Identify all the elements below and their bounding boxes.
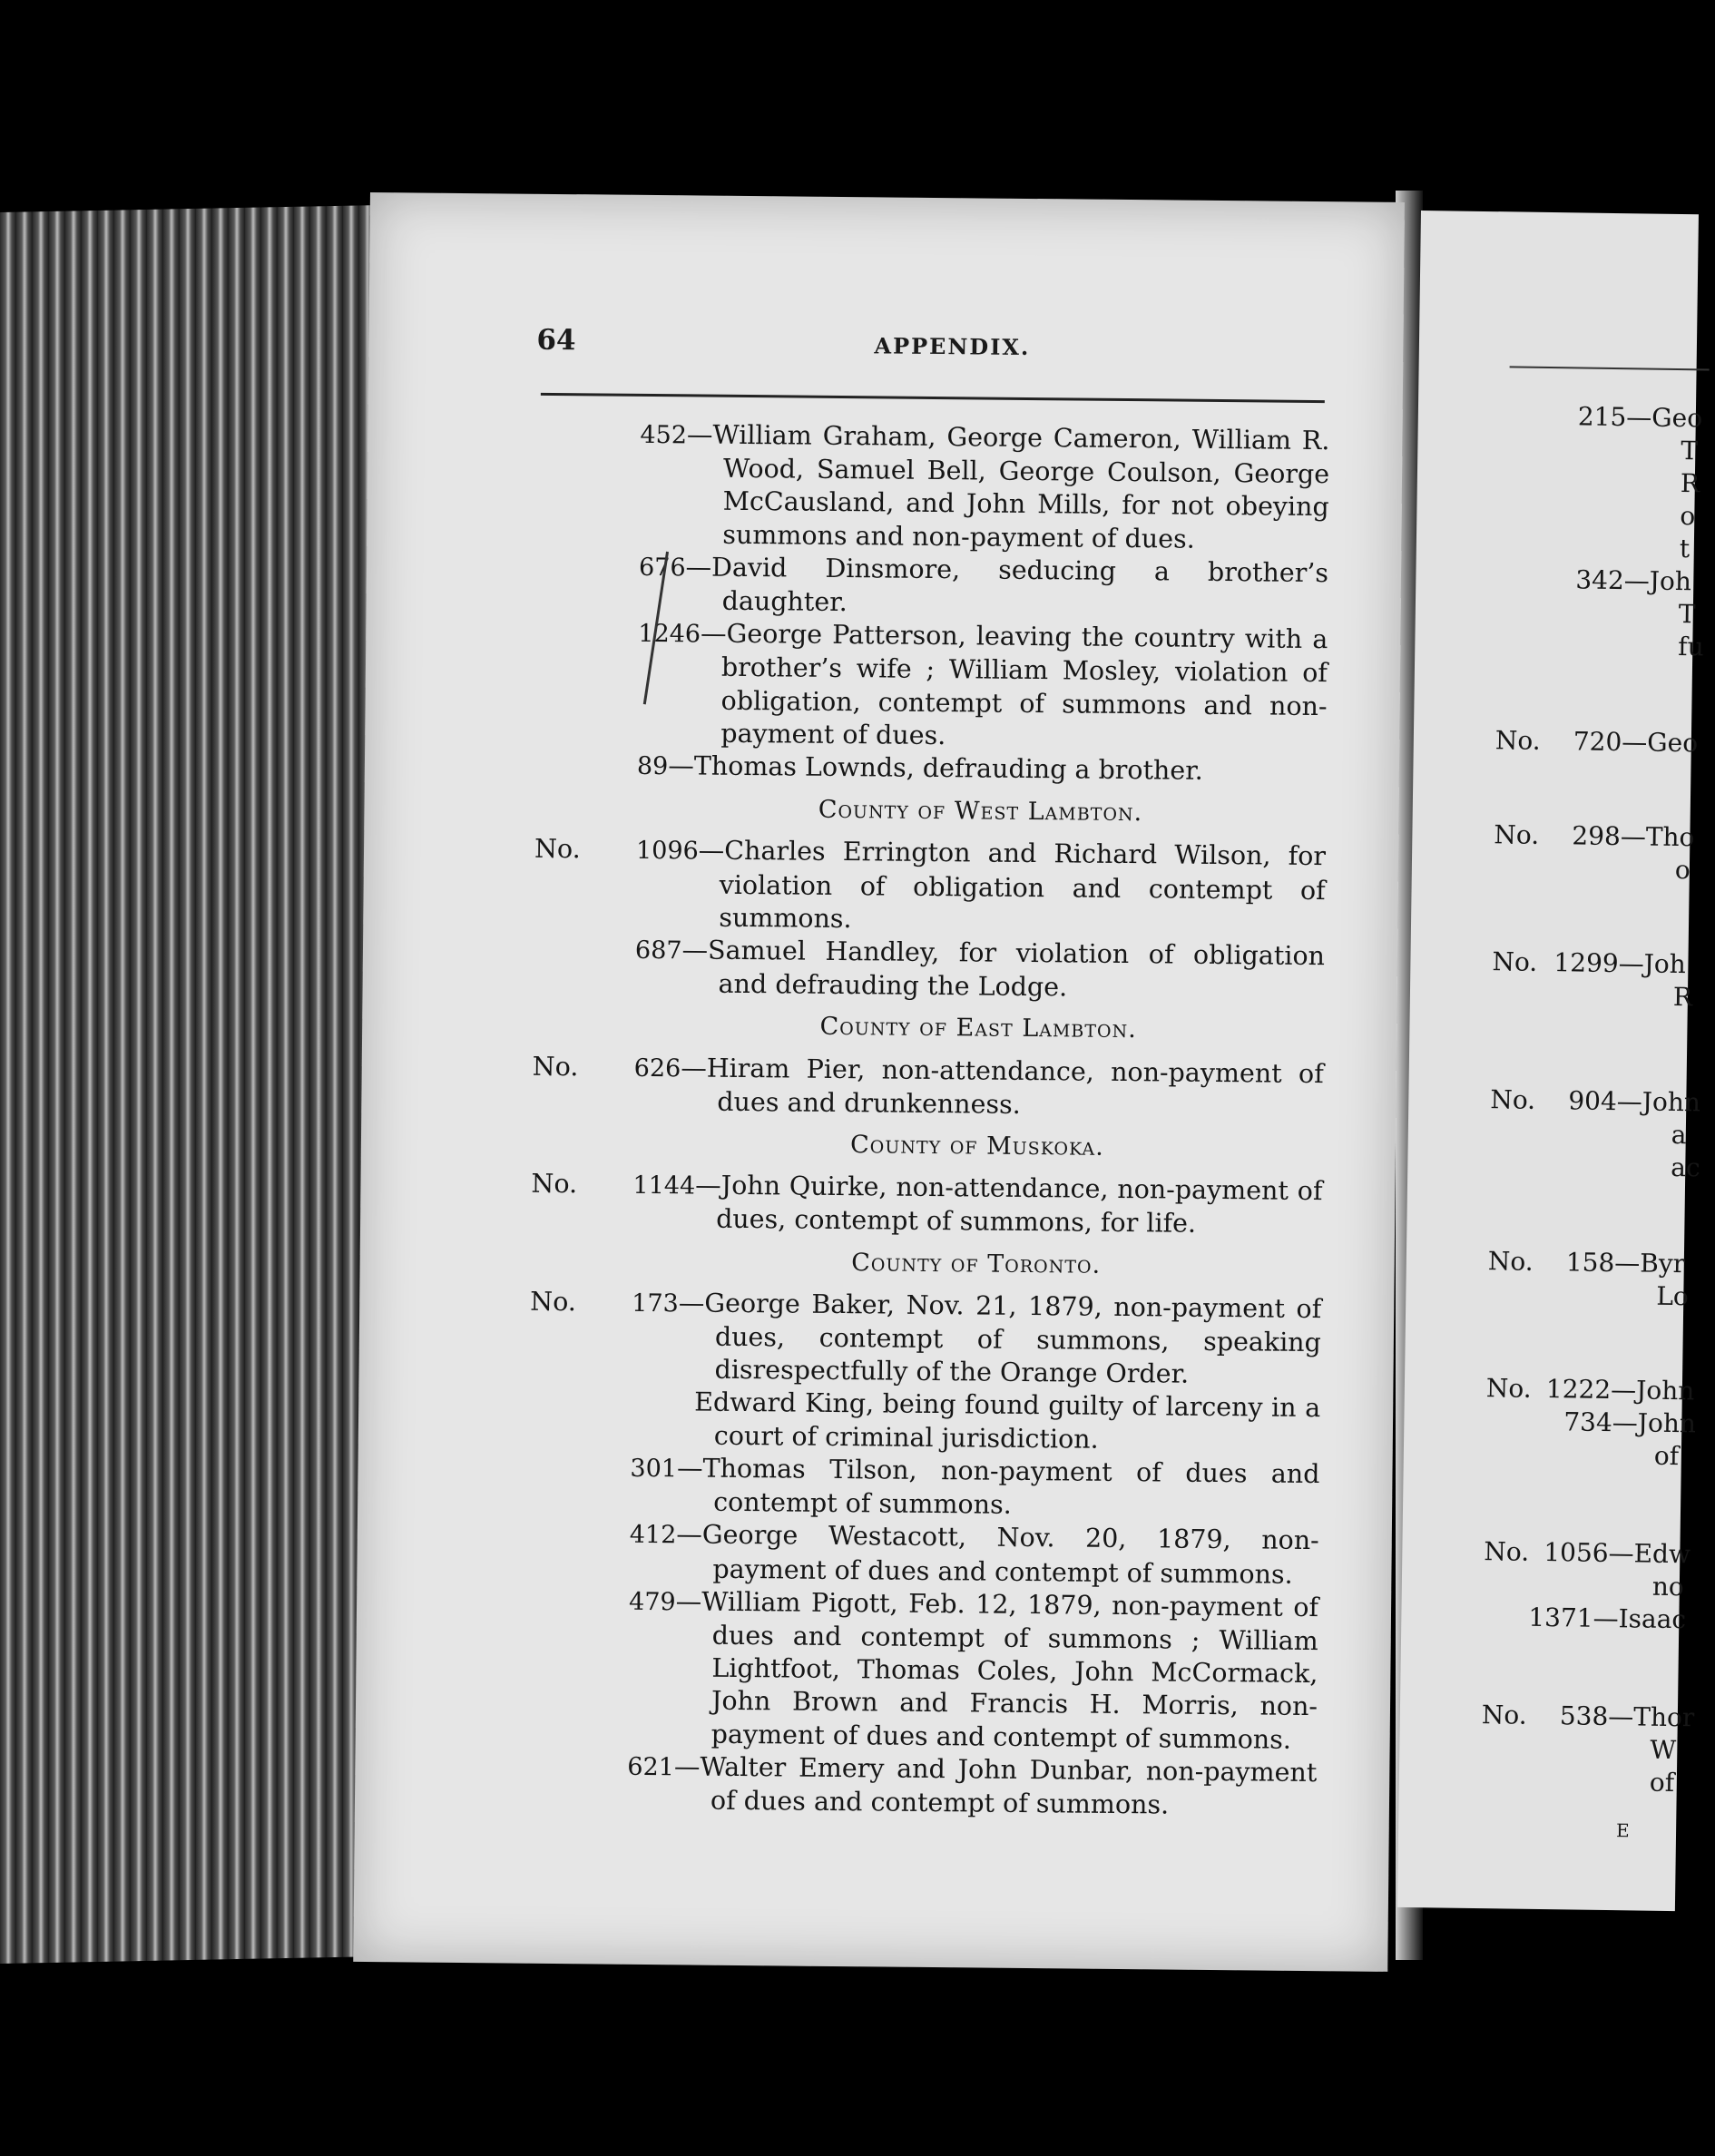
facing-line: 720—Geo — [1573, 726, 1699, 759]
facing-line: o — [1674, 854, 1690, 886]
entry-89: 89—Thomas Lownds, defrauding a brother. — [636, 750, 1203, 786]
section-heading-muskoka: County of Muskoka. — [849, 1131, 1104, 1161]
book-page-edges — [0, 205, 381, 1964]
facing-line: No. — [1494, 725, 1541, 756]
page-header — [536, 324, 1403, 368]
section-heading-toronto: County of Toronto. — [851, 1248, 1102, 1279]
entry-edward-king: Edward King, being found guilty of larceny in a court of criminal jurisdiction. — [694, 1387, 1321, 1455]
facing-line: 1299—Joh — [1553, 947, 1687, 980]
facing-line: 904—John — [1568, 1085, 1701, 1118]
facing-page-lines — [1421, 211, 1704, 1842]
entry-412: 412—George Westacott, Nov. 20, 1879, non-payment of dues and contempt of summons. — [629, 1519, 1319, 1590]
entry-1144: No. 1144—John Quirke, non-attendance, non-payment of dues, contempt of summons, for life. — [531, 1169, 1323, 1240]
facing-line: no — [1651, 1571, 1684, 1602]
facing-line: 734—John — [1563, 1406, 1697, 1439]
entry-301: 301—Thomas Tilson, non-payment of dues and contempt of summons. — [630, 1453, 1320, 1520]
facing-line: a — [1671, 1119, 1687, 1151]
facing-line: 1056—Edw — [1544, 1537, 1691, 1570]
facing-line: W — [1650, 1734, 1677, 1766]
entry-626: No. 626—Hiram Pier, non-attendance, non-payment of dues and drunkenness. — [532, 1051, 1324, 1120]
facing-line: No. — [1487, 1246, 1534, 1277]
facing-line: 538—Thor — [1559, 1700, 1695, 1733]
facing-line: E — [1615, 1819, 1630, 1842]
facing-line: R — [1672, 981, 1693, 1013]
facing-line: 215—Geo — [1577, 401, 1703, 434]
appendix-text — [525, 417, 1330, 1823]
running-head: APPENDIX. — [874, 332, 1031, 360]
facing-line: ac — [1671, 1152, 1700, 1183]
facing-line: 1371—Isaac — [1528, 1602, 1687, 1635]
facing-line: T — [1678, 599, 1696, 630]
facing-line: T — [1681, 436, 1699, 466]
facing-line: No. — [1481, 1700, 1527, 1730]
facing-line: 1222—John — [1545, 1374, 1695, 1406]
entry-1246: 1246—George Patterson, leaving the country with a brother’s wife ; William Mosley, violation of obligation, contempt of summons and non-payment of dues. — [638, 618, 1328, 750]
section-heading-west-lambton: County of West Lambton. — [818, 796, 1143, 828]
facing-line: No. — [1490, 1084, 1536, 1115]
facing-line: 342—Joh — [1575, 564, 1692, 597]
entry-1096: No. 1096—Charles Errington and Richard Wilson, for violation of obligation and contempt of summons. — [534, 834, 1327, 934]
entry-621: 621—Walter Emery and John Dunbar, non-payment of dues and contempt of summons. — [627, 1751, 1318, 1820]
entry-479: 479—William Pigott, Feb. 12, 1879, non-payment of dues and contempt of summons ; William Lightfoot, Thomas Coles, John McCormack, John Brown and Francis H. Morris, non-payment of dues and contempt of summons. — [628, 1586, 1319, 1755]
facing-line: of — [1649, 1767, 1675, 1798]
facing-line: No. — [1484, 1536, 1530, 1567]
entry-452: 452—William Graham, George Cameron, William R. Wood, Samuel Bell, George Coulson, George McCausland, and John Mills, for not obeying summons and non-payment of dues. — [640, 419, 1330, 554]
facing-page-fragment — [1397, 211, 1704, 1911]
facing-line: No. — [1485, 1373, 1532, 1404]
facing-line: 298—Tho — [1572, 820, 1695, 853]
facing-line: No. — [1494, 819, 1540, 850]
page-number: 64 — [536, 323, 576, 358]
section-heading-east-lambton: County of East Lambton. — [819, 1013, 1137, 1044]
facing-line: R — [1680, 468, 1700, 499]
facing-line: of — [1653, 1440, 1680, 1472]
facing-line: No. — [1492, 946, 1538, 977]
facing-header-rule — [1510, 366, 1710, 370]
facing-line: 158—Byr — [1565, 1247, 1686, 1279]
page-64 — [353, 192, 1405, 1972]
entry-687: 687—Samuel Handley, for violation of obligation and defrauding the Lodge. — [634, 935, 1326, 1003]
facing-line: t — [1679, 534, 1690, 564]
entry-173: No. 173—George Baker, Nov. 21, 1879, non-payment of dues, contempt of summons, speaking disrespectfully of the Orange Order. — [530, 1286, 1322, 1390]
header-rule — [541, 393, 1325, 403]
facing-line: fu — [1678, 632, 1704, 662]
entry-676: 676—David Dinsmore, seducing a brother’s daughter. — [638, 552, 1329, 618]
facing-line: Lo — [1656, 1280, 1690, 1312]
facing-line: o — [1680, 501, 1696, 532]
